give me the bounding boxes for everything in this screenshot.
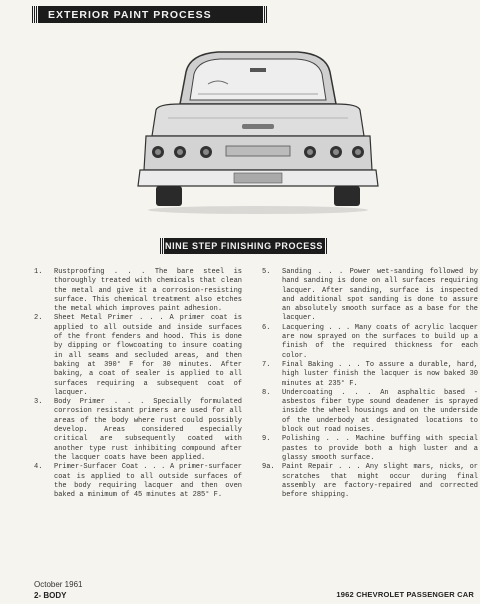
step-number: 6. [262, 323, 271, 332]
step-number: 3. [34, 398, 43, 407]
footer-date: October 1961 [34, 580, 83, 589]
step-number: 8. [262, 388, 271, 397]
step-item [262, 389, 478, 435]
car-rear-illustration [128, 40, 388, 218]
step-item [262, 324, 478, 361]
steps-right-column [262, 268, 478, 500]
page-title: EXTERIOR PAINT PROCESS [48, 8, 212, 21]
step-text: Polishing . . . Machine buffing with special pastes to provide both a high luster and a glassy smooth surface. [282, 435, 478, 462]
step-number: 2. [34, 314, 43, 323]
footer-publication-title: 1962 CHEVROLET PASSENGER CAR [336, 590, 474, 599]
steps-left-column [34, 268, 242, 500]
step-text: Final Baking . . . To assure a durable, hard, high luster finish the lacquer is now baked 30 minutes at 235° F. [282, 360, 478, 388]
step-text: Paint Repair . . . Any slight mars, nicks, or scratches that might occur during final assembly are factory-repaired and corrected before shipping. [282, 463, 478, 500]
step-number: 9a. [262, 463, 275, 472]
step-number: 9. [262, 435, 271, 444]
step-item [262, 268, 478, 324]
step-number: 1. [34, 268, 43, 276]
step-number: 5. [262, 268, 271, 276]
step-item [262, 435, 478, 463]
step-text: Sheet Metal Primer . . . A primer coat is applied to all outside and inside surfaces of the front fenders and hood. This is done by dipping or flowcoating to insure coating in all seams and secluded areas, and then baking at 390° F for 30 minutes. After baking, a coat of sealer is applied to all surfaces requiring a subsequent coat of lacquer. [54, 314, 242, 397]
step-item [34, 463, 242, 500]
step-item [34, 268, 242, 314]
step-text: Undercoating . . . An asphaltic based - asbestos fiber type sound deadener is sprayed inside the wheel housings and on the underside of the underbody at designated locations to block out road noises. [282, 388, 478, 435]
step-item [262, 361, 478, 389]
step-text: Primer-Surfacer Coat . . . A primer-surfacer coat is applied to all outside surfaces of the body requiring lacquer and then oven baked a minimum of 45 minutes at 285° F. [54, 463, 242, 500]
step-item [262, 463, 478, 500]
section-title: NINE STEP FINISHING PROCESS [164, 241, 324, 251]
section-title-banner [160, 238, 328, 254]
step-item [34, 314, 242, 398]
step-text: Rustproofing . . . The bare steel is thoroughly treated with chemicals that clean the metal and give it a corrosion-resisting surface. This chemical treatment also etches the metal which improves paint adhesion. [54, 268, 242, 314]
step-text: Body Primer . . . Specially formulated corrosion resistant primers are used for all areas of the body where rust could possibly develop. Areas considered especially critical are subsequently coated with another type rust inhibiting compound after the lacquer coats have been applied. [54, 398, 242, 462]
step-item [34, 398, 242, 463]
footer-page-number: 2- BODY [34, 591, 67, 600]
step-number: 7. [262, 360, 271, 369]
page-title-banner [32, 6, 268, 23]
step-text: Sanding . . . Power wet-sanding followed by hand sanding is done on all surfaces requiring lacquer. After sanding, surface is inspected and additional spot sanding is done to assure an absolutely smooth surface as a base for the lacquer. [282, 268, 478, 323]
step-number: 4. [34, 463, 43, 472]
step-text: Lacquering . . . Many coats of acrylic lacquer are now sprayed on the surfaces to build up a finish of the required thickness for each color. [282, 323, 478, 360]
